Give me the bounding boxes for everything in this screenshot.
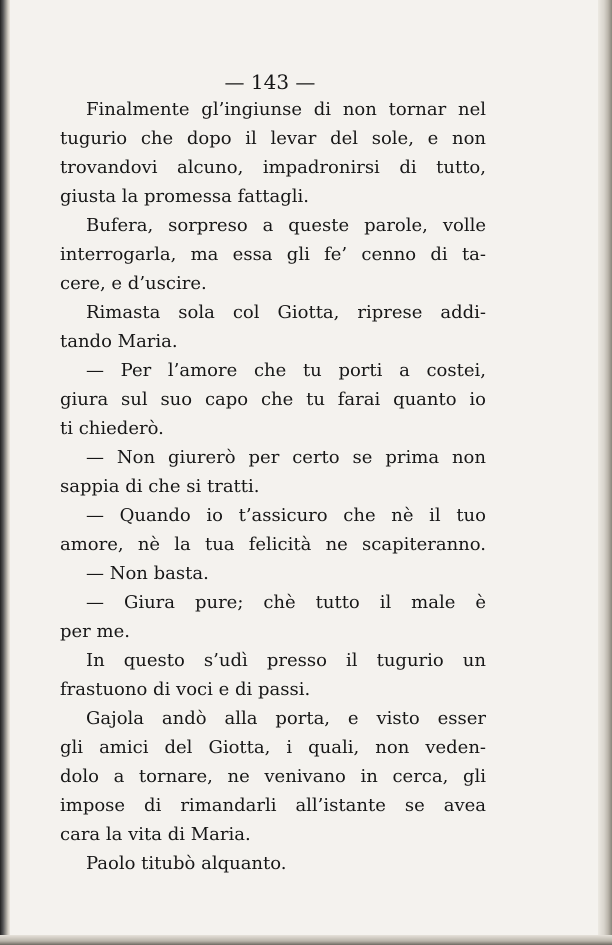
text-line: In questo s’udì presso il tugurio un [86, 650, 486, 671]
text-line: — Per l’amore che tu porti a costei, [86, 360, 486, 381]
text-line: trovandovi alcuno, impadronirsi di tutto, [60, 157, 486, 178]
text-line: amore, nè la tua felicità ne scapiteranno. [60, 534, 486, 555]
text-line: — Giura pure; chè tutto il male è [86, 592, 486, 613]
text-line: Gajola andò alla porta, e visto esser [86, 708, 486, 729]
text-line: frastuono di voci e di passi. [60, 679, 311, 700]
text-line: — Non basta. [86, 563, 209, 584]
binding-gutter [0, 0, 10, 945]
text-line: ti chiederò. [60, 418, 164, 439]
text-line: — Non giurerò per certo se prima non [86, 447, 486, 468]
body-text [60, 95, 486, 878]
text-line: Bufera, sorpreso a queste parole, volle [86, 215, 486, 236]
text-line: dolo a tornare, ne venivano in cerca, gli [60, 766, 486, 787]
text-line: Rimasta sola col Giotta, riprese addi- [86, 302, 486, 323]
text-line: gli amici del Giotta, i quali, non veden- [60, 737, 486, 758]
text-line: giusta la promessa fattagli. [60, 186, 309, 207]
page-bottom-edge [0, 935, 612, 945]
text-line: sappia di che si tratti. [60, 476, 260, 497]
text-line: giura sul suo capo che tu farai quanto io [60, 389, 486, 410]
text-line: per me. [60, 621, 130, 642]
text-line: cara la vita di Maria. [60, 824, 251, 845]
text-line: Paolo titubò alquanto. [86, 853, 287, 874]
text-line: — Quando io t’assicuro che nè il tuo [86, 505, 486, 526]
page-number: — 143 — [224, 70, 316, 94]
text-line: cere, e d’uscire. [60, 273, 207, 294]
text-line: tugurio che dopo il levar del sole, e non [60, 128, 486, 149]
text-line: tando Maria. [60, 331, 178, 352]
text-line: Finalmente gl’ingiunse di non tornar nel [86, 99, 486, 120]
text-line: interrogarla, ma essa gli fe’ cenno di ta- [60, 244, 486, 265]
text-line: impose di rimandarli all’istante se avea [60, 795, 486, 816]
page-edge [598, 0, 612, 945]
